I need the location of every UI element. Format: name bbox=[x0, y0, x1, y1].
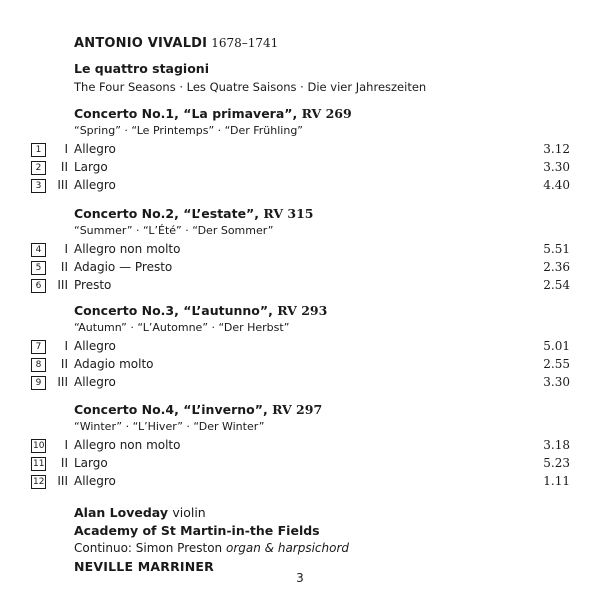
concerto-title-text: Concerto No.1, “La primavera”, bbox=[74, 106, 298, 121]
concerto-title-text: Concerto No.2, “L’estate”, bbox=[74, 206, 260, 221]
movement-tempo: Allegro bbox=[74, 142, 116, 156]
concerto-title-text: Concerto No.3, “L’autunno”, bbox=[74, 303, 273, 318]
track-number: 7 bbox=[31, 340, 46, 354]
movement-numeral: III bbox=[57, 375, 68, 389]
track-row bbox=[0, 242, 600, 260]
movement-tempo: Allegro bbox=[74, 375, 116, 389]
composer-dates: 1678–1741 bbox=[211, 36, 279, 50]
movement-duration: 2.54 bbox=[543, 278, 570, 292]
work-subtitle: The Four Seasons · Les Quatre Saisons · Die vier Jahreszeiten bbox=[74, 80, 427, 94]
movement-duration: 5.01 bbox=[543, 339, 570, 353]
composer-name: ANTONIO VIVALDI bbox=[74, 36, 208, 51]
concerto-title bbox=[74, 303, 327, 318]
concerto-title bbox=[74, 402, 322, 417]
movement-duration: 3.18 bbox=[543, 438, 570, 452]
movement-duration: 5.23 bbox=[543, 456, 570, 470]
track-number: 4 bbox=[31, 243, 46, 257]
movement-tempo: Adagio — Presto bbox=[74, 260, 173, 274]
track-number: 11 bbox=[33, 459, 45, 469]
concerto-subtitle: “Winter” · “L’Hiver” · “Der Winter” bbox=[74, 420, 265, 433]
concerto-subtitle: “Spring” · “Le Printemps” · “Der Frühling” bbox=[74, 124, 304, 137]
movement-duration: 3.30 bbox=[543, 160, 570, 174]
continuo-line bbox=[74, 541, 349, 555]
movement-numeral: I bbox=[64, 242, 68, 256]
concerto-subtitle: “Summer” · “L’Été” · “Der Sommer” bbox=[74, 224, 274, 237]
movement-numeral: I bbox=[64, 339, 68, 353]
track-row bbox=[0, 339, 600, 357]
movement-numeral: II bbox=[60, 160, 68, 174]
movement-tempo: Largo bbox=[74, 160, 108, 174]
track-number: 6 bbox=[31, 279, 46, 293]
track-row bbox=[0, 438, 600, 456]
movement-tempo: Allegro bbox=[74, 178, 116, 192]
movement-numeral: II bbox=[60, 456, 68, 470]
track-number: 3 bbox=[31, 179, 46, 193]
movement-tempo: Allegro non molto bbox=[74, 242, 181, 256]
movement-duration: 4.40 bbox=[543, 178, 570, 192]
concerto-title bbox=[74, 106, 352, 121]
track-row bbox=[0, 160, 600, 178]
work-title: Le quattro stagioni bbox=[74, 61, 209, 76]
track-row bbox=[0, 456, 600, 474]
movement-numeral: III bbox=[57, 474, 68, 488]
movement-numeral: II bbox=[60, 260, 68, 274]
soloist bbox=[74, 505, 206, 520]
track-row bbox=[0, 142, 600, 160]
track-number: 10 bbox=[33, 441, 45, 451]
composer-heading bbox=[74, 36, 278, 51]
movement-tempo: Allegro bbox=[74, 474, 116, 488]
track-row bbox=[0, 474, 600, 492]
track-number: 2 bbox=[31, 161, 46, 175]
track-number: 12 bbox=[33, 477, 45, 487]
track-row bbox=[0, 278, 600, 296]
concerto-title bbox=[74, 206, 313, 221]
movement-numeral: II bbox=[60, 357, 68, 371]
continuo-instruments: organ & harpsichord bbox=[226, 541, 350, 555]
ensemble-name: Academy of St Martin-in-the Fields bbox=[74, 523, 320, 538]
movement-duration: 2.36 bbox=[543, 260, 570, 274]
track-row bbox=[0, 357, 600, 375]
catalogue-number: RV 297 bbox=[272, 402, 323, 417]
track-row bbox=[0, 178, 600, 196]
movement-duration: 3.12 bbox=[543, 142, 570, 156]
movement-duration: 5.51 bbox=[543, 242, 570, 256]
movement-tempo: Allegro bbox=[74, 339, 116, 353]
track-number: 9 bbox=[31, 376, 46, 390]
soloist-name: Alan Loveday bbox=[74, 505, 168, 520]
movement-tempo: Allegro non molto bbox=[74, 438, 181, 452]
movement-duration: 1.11 bbox=[543, 474, 570, 488]
catalogue-number: RV 293 bbox=[277, 303, 328, 318]
movement-tempo: Presto bbox=[74, 278, 112, 292]
page-number: 3 bbox=[296, 571, 304, 585]
concerto-subtitle: “Autumn” · “L’Automne” · “Der Herbst” bbox=[74, 321, 290, 334]
movement-duration: 3.30 bbox=[543, 375, 570, 389]
movement-numeral: III bbox=[57, 178, 68, 192]
track-row bbox=[0, 260, 600, 278]
movement-numeral: III bbox=[57, 278, 68, 292]
track-number: 5 bbox=[31, 261, 46, 275]
concerto-title-text: Concerto No.4, “L’inverno”, bbox=[74, 402, 268, 417]
movement-tempo: Largo bbox=[74, 456, 108, 470]
movement-numeral: I bbox=[64, 438, 68, 452]
track-number: 8 bbox=[31, 358, 46, 372]
catalogue-number: RV 315 bbox=[263, 206, 314, 221]
track-row bbox=[0, 375, 600, 393]
soloist-role: violin bbox=[172, 505, 206, 520]
catalogue-number: RV 269 bbox=[301, 106, 352, 121]
track-number: 1 bbox=[31, 143, 46, 157]
movement-tempo: Adagio molto bbox=[74, 357, 154, 371]
conductor-name: NEVILLE MARRINER bbox=[74, 559, 214, 574]
movement-duration: 2.55 bbox=[543, 357, 570, 371]
continuo-label: Continuo: Simon Preston bbox=[74, 541, 223, 555]
movement-numeral: I bbox=[64, 142, 68, 156]
